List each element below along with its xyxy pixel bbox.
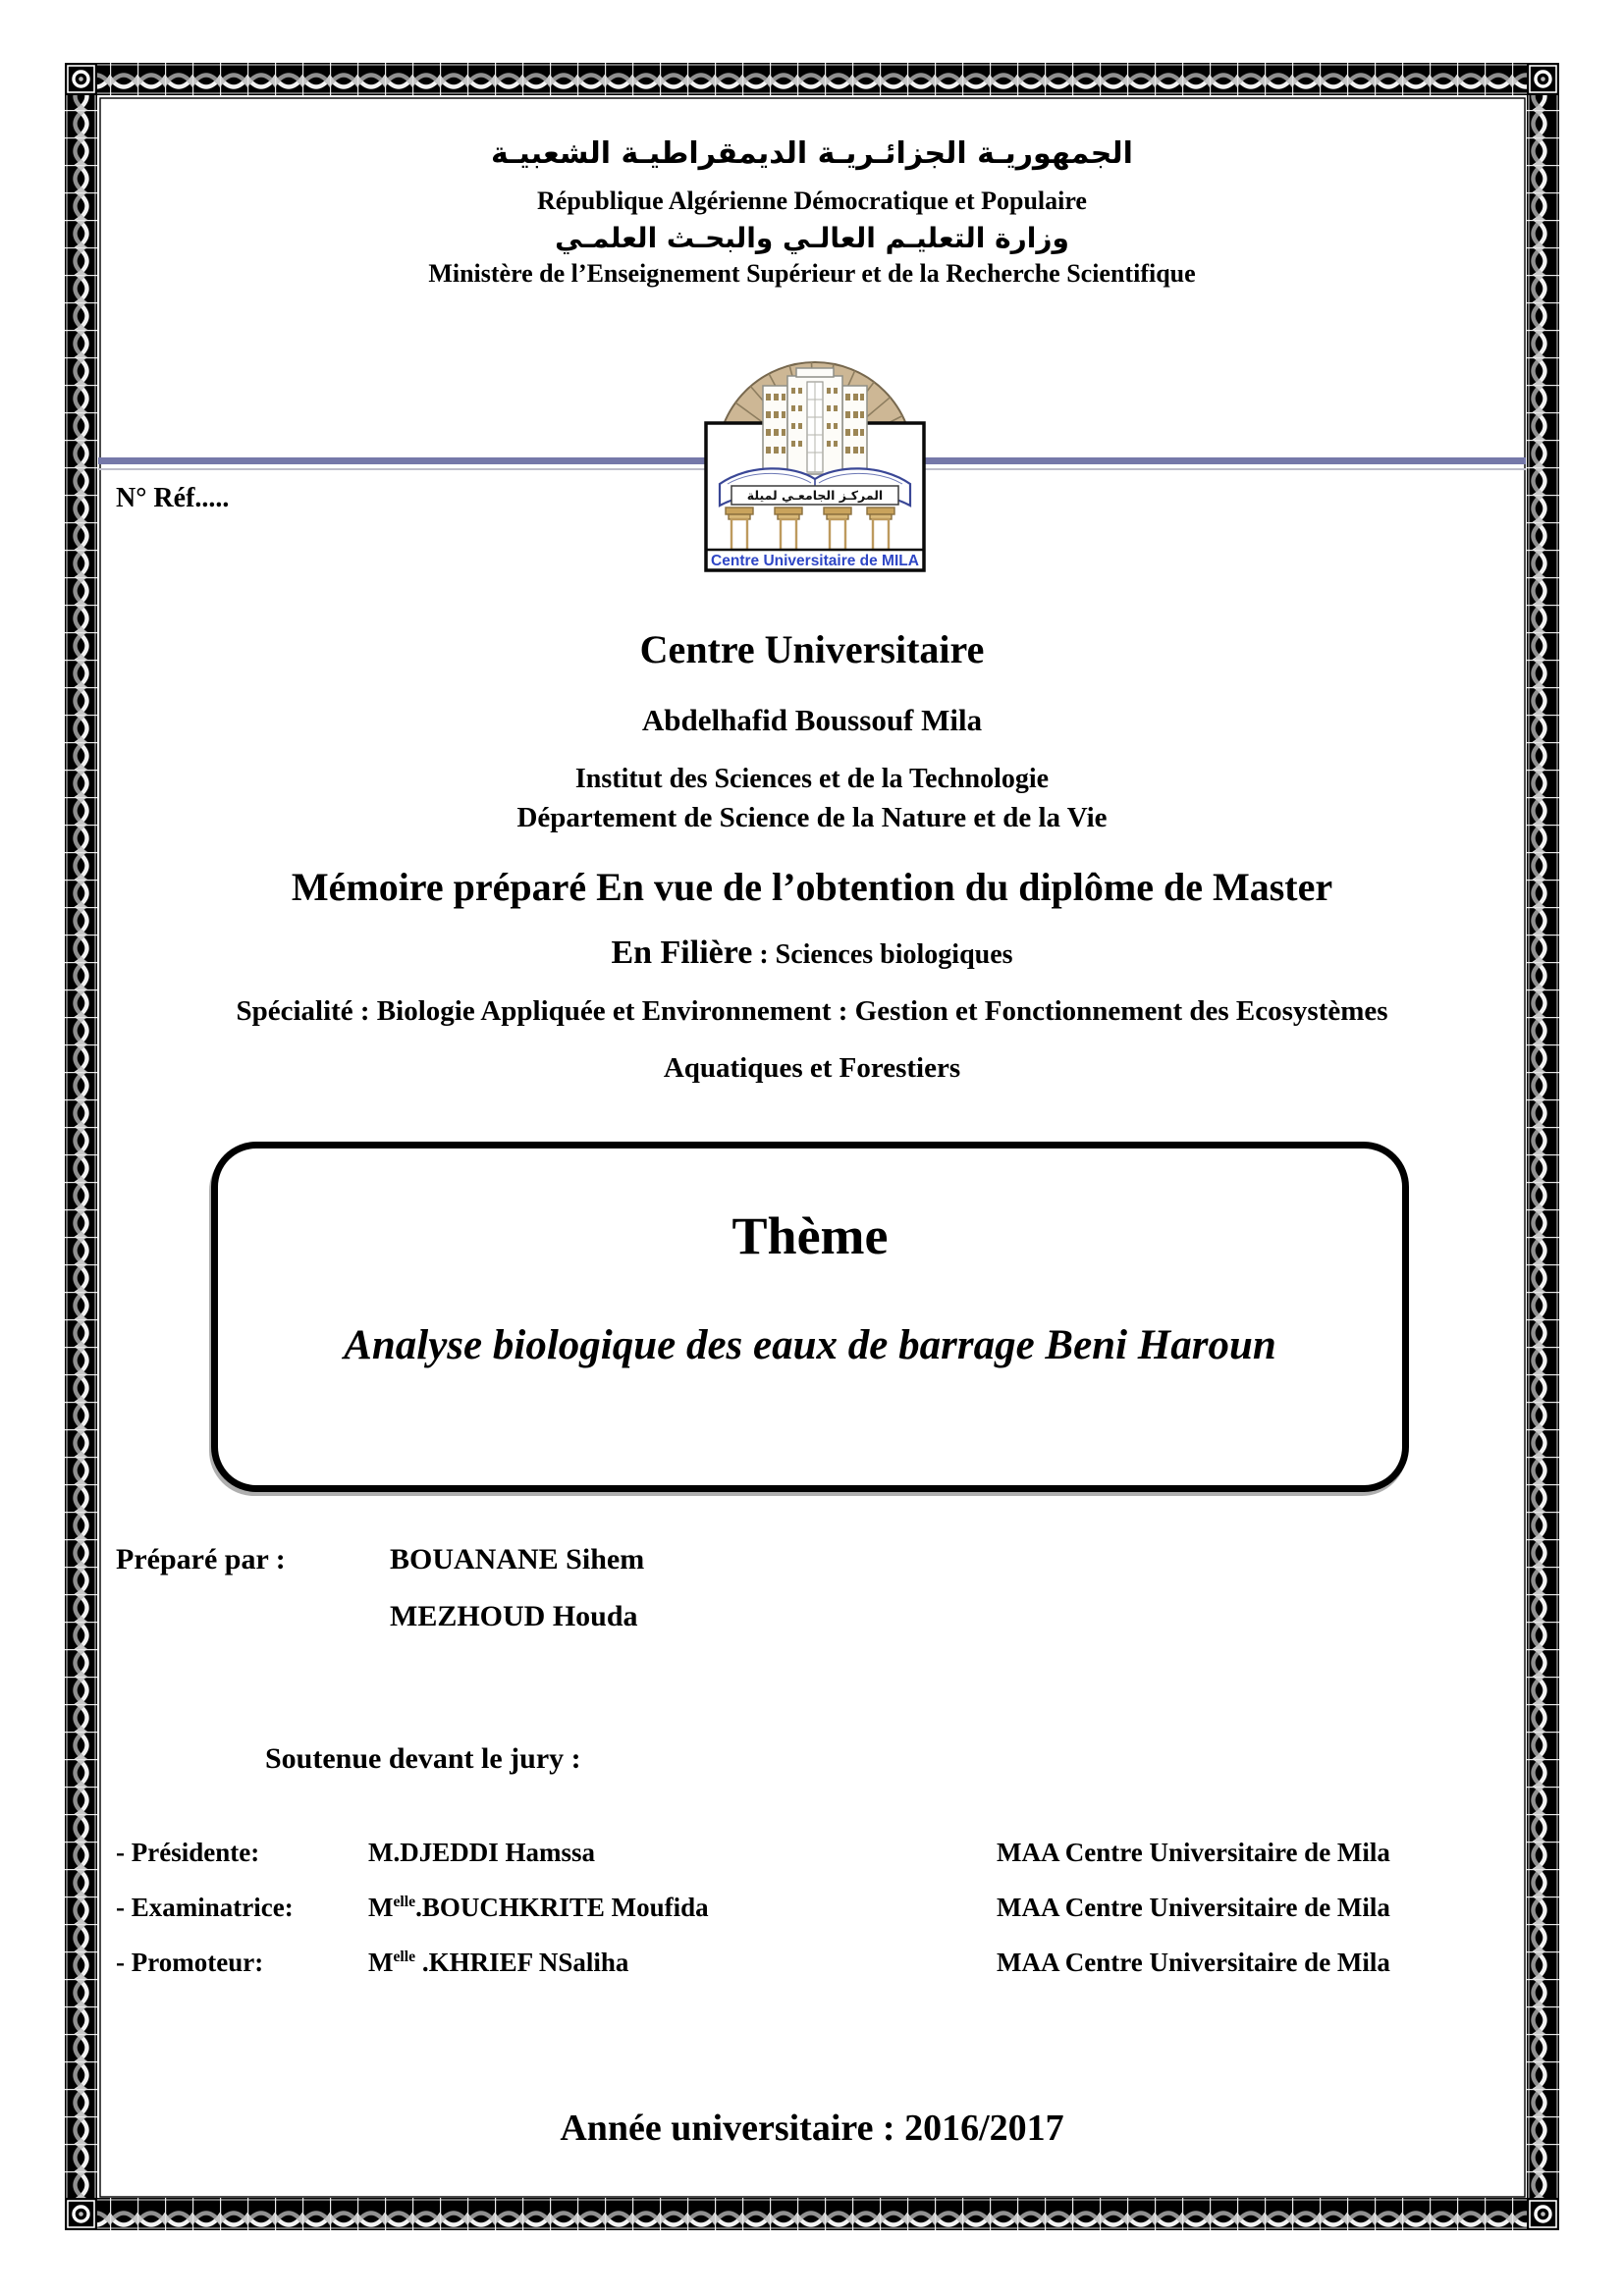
reference-number: N° Réf.....: [116, 483, 230, 513]
theme-title: Analyse biologique des eaux de barrage Beni Haroun: [344, 1322, 1276, 1368]
institution-title: Centre Universitaire: [639, 627, 985, 671]
border-corner-bottom-left: [65, 2198, 97, 2230]
jury-affiliation: MAA Centre Universitaire de Mila: [997, 1948, 1390, 1977]
header-french-ministry: Ministère de l’Enseignement Supérieur et de la Recherche Scientifique: [428, 259, 1196, 288]
filiere-value: : Sciences biologiques: [752, 939, 1013, 970]
logo-banner-arabic: المركـز الجامعـي لميلة: [746, 488, 884, 503]
logo-caption: Centre Universitaire de MILA: [711, 553, 919, 569]
academic-year: Année universitaire : 2016/2017: [560, 2108, 1064, 2149]
jury-heading: Soutenue devant le jury :: [265, 1742, 581, 1775]
jury-name: $M^{elle}$ .KHRIEF NSaliha: [368, 1948, 629, 1977]
jury-affiliation: MAA Centre Universitaire de Mila: [997, 1838, 1390, 1867]
specialty-line-1: Spécialité : Biologie Appliquée et Environnement : Gestion et Fonctionnement des Ecosystèmes: [236, 995, 1388, 1027]
jury-role: - Promoteur:: [116, 1948, 264, 1977]
jury-row-examiner: [116, 1893, 1510, 1932]
memoire-line: Mémoire préparé En vue de l’obtention du diplôme de Master: [291, 865, 1333, 909]
jury-name: M.DJEDDI Hamssa: [368, 1838, 596, 1867]
author-2: MEZHOUD Houda: [390, 1600, 638, 1632]
institution-department: Département de Science de la Nature et de la Vie: [516, 802, 1108, 833]
jury-role: - Présidente:: [116, 1838, 260, 1867]
jury-affiliation: MAA Centre Universitaire de Mila: [997, 1893, 1390, 1922]
theme-heading: Thème: [731, 1206, 889, 1265]
border-corner-bottom-right: [1527, 2198, 1559, 2230]
theme-box: [211, 1142, 1409, 1492]
jury-row-promoter: [116, 1948, 1510, 1987]
institution-name: Abdelhafid Boussouf Mila: [641, 703, 983, 737]
prepared-by-label: Préparé par :: [116, 1543, 286, 1575]
logo-banner: [731, 486, 898, 505]
author-1: BOUANANE Sihem: [390, 1543, 645, 1575]
institution-institute: Institut des Sciences et de la Technologie: [574, 764, 1050, 794]
jury-name: $M^{elle}.BOUCHKRITE$ Moufida: [368, 1893, 709, 1922]
filiere-line: [98, 934, 1526, 972]
header-arabic-republic: الجمهوريـة الجزائـريـة الديمقراطيـة الشعبيـة: [491, 136, 1133, 171]
border-corner-top-left: [65, 63, 97, 95]
jury-role: - Examinatrice:: [116, 1893, 294, 1922]
specialty-line-2: Aquatiques et Forestiers: [663, 1052, 961, 1084]
filiere-label: En Filière: [611, 934, 753, 971]
header-french-republic: République Algérienne Démocratique et Populaire: [537, 187, 1087, 215]
university-logo: [692, 339, 938, 574]
jury-row-president: [116, 1838, 1510, 1877]
header-arabic-ministry: وزارة التعليـم العالـي والبحـث العلمـي: [555, 222, 1069, 254]
border-corner-top-right: [1527, 63, 1559, 95]
